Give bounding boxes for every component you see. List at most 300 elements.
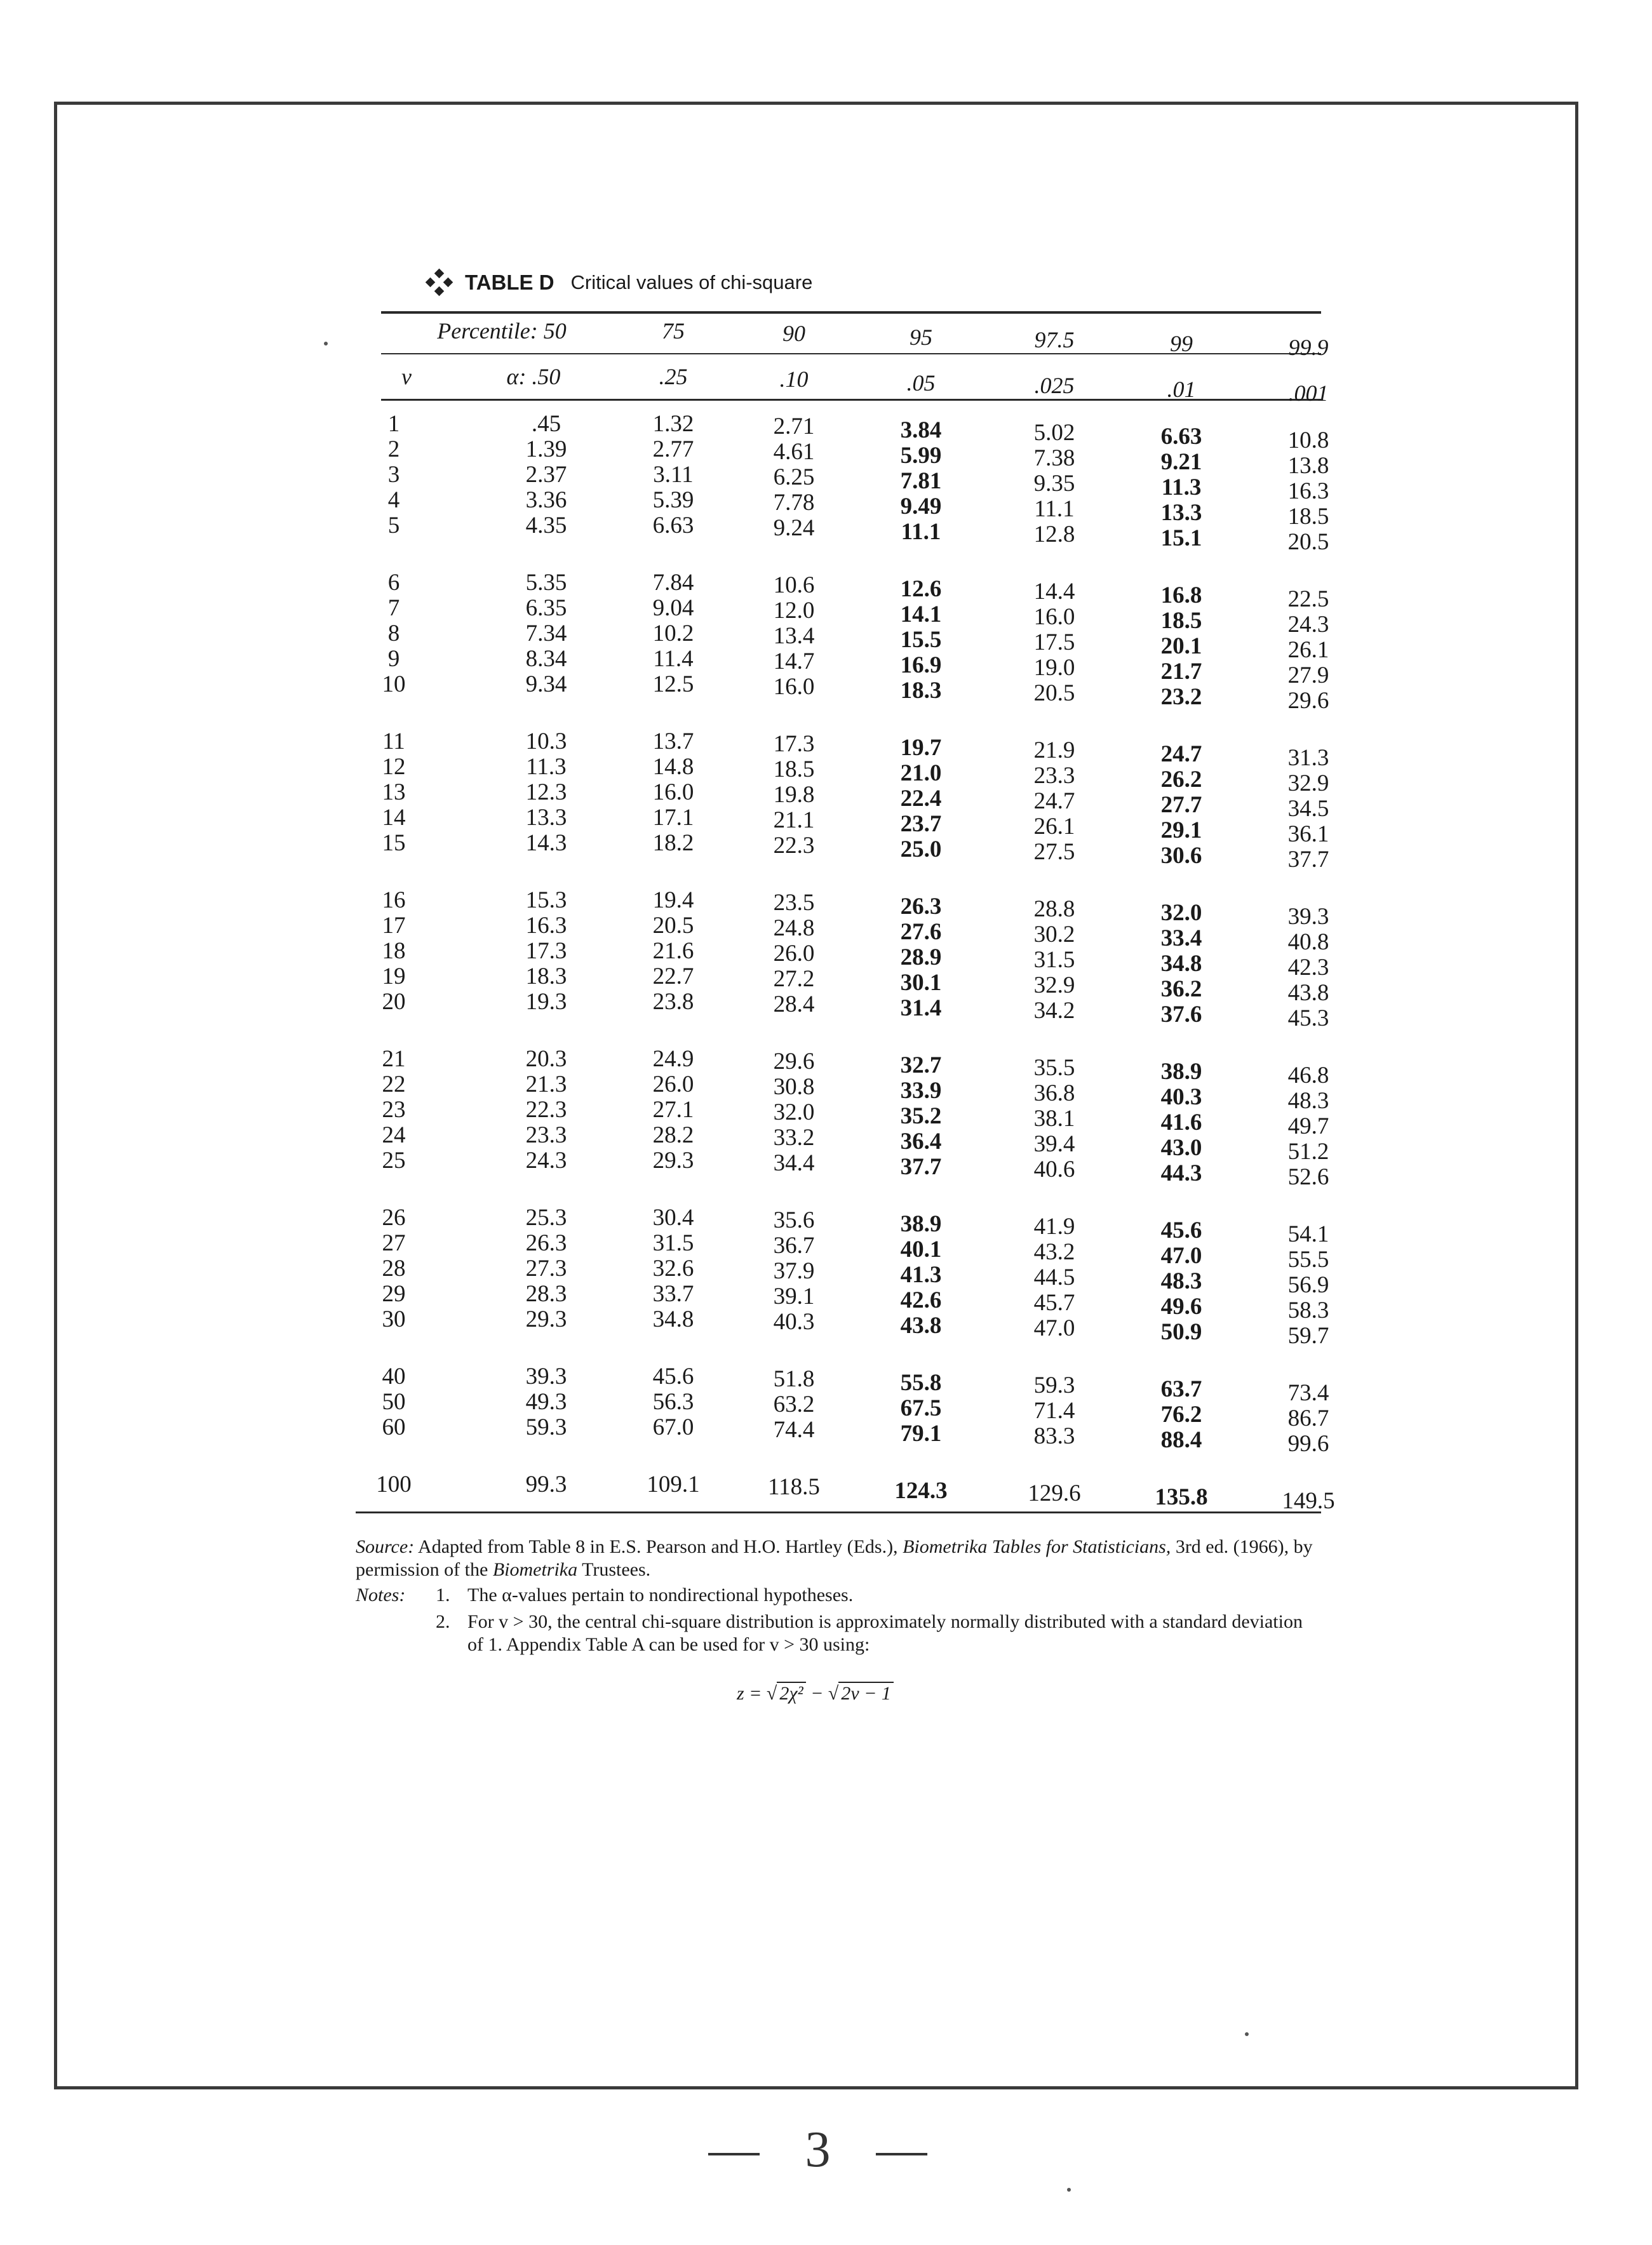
table-cell: 23.2 xyxy=(1160,684,1202,710)
table-cell: 55.8 xyxy=(900,1370,942,1396)
table-cell: 22.3 xyxy=(773,833,815,859)
table-cell: 29.6 xyxy=(773,1049,815,1075)
table-cell: 36.4 xyxy=(900,1129,942,1155)
note-text: The α-values pertain to nondirectional hypotheses. xyxy=(467,1585,854,1605)
table-cell: 11.4 xyxy=(653,646,694,672)
df-value: 12 xyxy=(382,754,406,780)
table-cell: 56.9 xyxy=(1287,1272,1329,1298)
table-cell: 24.7 xyxy=(1160,741,1202,767)
formula-lhs: z = xyxy=(737,1683,762,1704)
table-cell: 7.84 xyxy=(652,570,694,596)
scan-speck xyxy=(324,342,328,345)
table-cell: 74.4 xyxy=(773,1417,815,1443)
table-cell: 16.0 xyxy=(773,674,815,700)
alpha-header: .025 xyxy=(1034,373,1075,398)
table-cell: 17.1 xyxy=(652,805,694,831)
percentile-header: 75 xyxy=(662,318,685,344)
df-value: 10 xyxy=(382,671,406,697)
note-number: 2. xyxy=(436,1611,450,1632)
table-cell: 7.38 xyxy=(1033,445,1075,471)
table-cell: 39.3 xyxy=(1287,904,1329,930)
table-cell: 34.8 xyxy=(1160,951,1202,977)
table-cell: 6.25 xyxy=(773,464,815,490)
df-value: 19 xyxy=(382,963,406,989)
table-cell: 45.7 xyxy=(1033,1290,1075,1316)
table-cell: 26.1 xyxy=(1287,637,1329,663)
table-cell: 37.7 xyxy=(1287,847,1329,873)
table-cell: 13.7 xyxy=(652,728,694,754)
table-cell: 24.3 xyxy=(1287,612,1329,638)
table-cell: 43.8 xyxy=(900,1313,942,1339)
table-cell: 54.1 xyxy=(1287,1221,1329,1247)
table-cell: 34.5 xyxy=(1287,796,1329,822)
table-cell: 50.9 xyxy=(1160,1319,1202,1345)
table-cell: 14.4 xyxy=(1033,579,1075,605)
table-cell: 25.3 xyxy=(525,1205,567,1231)
table-label: TABLE D xyxy=(465,271,554,294)
table-cell: 12.8 xyxy=(1033,521,1075,547)
table-cell: 33.2 xyxy=(773,1125,815,1151)
v-label: v xyxy=(401,364,412,389)
table-cell: 29.3 xyxy=(525,1306,567,1332)
table-cell: 22.3 xyxy=(525,1097,567,1123)
table-cell: 44.3 xyxy=(1160,1160,1202,1186)
table-cell: 41.3 xyxy=(900,1262,942,1288)
table-cell: 11.1 xyxy=(1034,496,1075,522)
table-cell: 7.81 xyxy=(900,468,942,494)
table-cell: 86.7 xyxy=(1287,1405,1329,1431)
table-cell: 26.3 xyxy=(525,1230,567,1256)
table-cell: 23.3 xyxy=(1033,763,1075,789)
table-cell: 26.2 xyxy=(1160,767,1202,793)
table-cell: 5.39 xyxy=(652,487,694,513)
table-cell: 35.2 xyxy=(900,1103,942,1129)
alpha-header: .01 xyxy=(1167,377,1196,402)
table-cell: 42.3 xyxy=(1287,955,1329,981)
table-cell: 29.1 xyxy=(1160,817,1202,843)
table-cell: 24.8 xyxy=(773,915,815,941)
table-cell: 23.3 xyxy=(525,1122,567,1148)
df-value: 18 xyxy=(382,938,406,964)
note-number: 1. xyxy=(436,1585,450,1605)
table-cell: 18.5 xyxy=(1160,608,1202,634)
source-text-3: Trustees. xyxy=(582,1559,651,1580)
df-value: 20 xyxy=(382,989,406,1015)
df-value: 60 xyxy=(382,1414,406,1440)
table-cell: 9.34 xyxy=(525,671,567,697)
table-cell: 4.61 xyxy=(773,439,815,465)
table-cell: 21.3 xyxy=(525,1071,567,1097)
table-cell: 15.5 xyxy=(900,627,942,653)
table-cell: 27.3 xyxy=(525,1256,567,1282)
table-cell: 49.3 xyxy=(525,1389,567,1415)
diamond-ornament-icon xyxy=(426,269,453,297)
table-cell: 43.8 xyxy=(1287,980,1329,1006)
table-cell: 7.78 xyxy=(773,490,815,516)
table-cell: 26.3 xyxy=(900,894,942,920)
table-caption: Critical values of chi-square xyxy=(570,271,813,293)
table-cell: 27.9 xyxy=(1287,662,1329,688)
table-cell: 22.4 xyxy=(900,786,942,812)
table-cell: 83.3 xyxy=(1033,1423,1075,1449)
table-cell: 29.3 xyxy=(652,1148,694,1174)
table-cell: 71.4 xyxy=(1033,1398,1075,1424)
table-cell: 27.2 xyxy=(773,966,815,992)
table-cell: 20.1 xyxy=(1160,633,1202,659)
table-cell: 34.8 xyxy=(652,1306,694,1332)
table-cell: 45.3 xyxy=(1287,1005,1329,1031)
formula-term-2: 2v − 1 xyxy=(838,1682,894,1704)
df-value: 50 xyxy=(382,1389,406,1415)
table-cell: 27.1 xyxy=(652,1097,694,1123)
table-cell: 35.6 xyxy=(773,1207,815,1233)
table-cell: 11.1 xyxy=(901,519,941,545)
table-cell: 34.2 xyxy=(1033,998,1075,1024)
table-cell: 22.5 xyxy=(1287,586,1329,612)
table-cell: 29.6 xyxy=(1287,688,1329,714)
table-cell: 135.8 xyxy=(1155,1484,1208,1510)
table-cell: 40.6 xyxy=(1033,1156,1075,1183)
table-cell: 17.3 xyxy=(773,731,815,757)
table-cell: 30.1 xyxy=(900,970,942,996)
table-cell: .45 xyxy=(531,411,561,437)
table-cell: 124.3 xyxy=(894,1478,948,1504)
table-cell: 9.24 xyxy=(773,515,815,541)
table-cell: 39.3 xyxy=(525,1364,567,1390)
table-cell: 31.3 xyxy=(1287,745,1329,771)
table-cell: 49.6 xyxy=(1160,1294,1202,1320)
note-text: For v > 30, the central chi-square distribution is approximately normally distributed with a standard deviation of 1. Appendix Table A can be used for v > 30 using: xyxy=(467,1611,1303,1655)
table-cell: 42.6 xyxy=(900,1287,942,1313)
table-cell: 31.5 xyxy=(1033,947,1075,973)
df-value: 17 xyxy=(382,913,406,939)
source-text-1: Adapted from Table 8 in E.S. Pearson and H.O. Hartley (Eds.), xyxy=(418,1536,898,1557)
table-cell: 16.9 xyxy=(900,652,942,678)
table-cell: 19.8 xyxy=(773,782,815,808)
table-cell: 63.2 xyxy=(773,1391,815,1417)
table-cell: 12.5 xyxy=(652,671,694,697)
df-value: 26 xyxy=(382,1205,406,1231)
table-cell: 12.6 xyxy=(900,576,942,602)
table-cell: 14.3 xyxy=(525,830,567,856)
table-cell: 14.7 xyxy=(773,648,815,674)
table-cell: 2.71 xyxy=(773,413,815,439)
table-cell: 14.8 xyxy=(652,754,694,780)
table-cell: 18.2 xyxy=(652,830,694,856)
table-cell: 24.7 xyxy=(1033,788,1075,814)
table-cell: 99.3 xyxy=(525,1471,567,1498)
table-cell: 21.6 xyxy=(652,938,694,964)
formula-term-1: 2χ² xyxy=(777,1682,805,1704)
table-cell: 40.8 xyxy=(1287,929,1329,955)
df-value: 25 xyxy=(382,1148,406,1174)
z-formula: z = √ 2χ² − √ 2v − 1 xyxy=(737,1683,894,1705)
df-value: 13 xyxy=(382,779,406,805)
table-cell: 40.1 xyxy=(900,1236,942,1263)
table-cell: 5.99 xyxy=(900,443,942,469)
table-cell: 28.4 xyxy=(773,991,815,1017)
df-value: 100 xyxy=(376,1471,412,1498)
alpha-label: α: .50 xyxy=(506,364,561,389)
table-cell: 37.7 xyxy=(900,1154,942,1180)
table-cell: 39.1 xyxy=(773,1283,815,1310)
table-cell: 13.3 xyxy=(1160,500,1202,526)
table-cell: 37.6 xyxy=(1160,1002,1202,1028)
table-cell: 4.35 xyxy=(525,513,567,539)
table-cell: 19.0 xyxy=(1033,655,1075,681)
table-cell: 23.8 xyxy=(652,989,694,1015)
table-cell: 55.5 xyxy=(1287,1247,1329,1273)
table-cell: 13.4 xyxy=(773,623,815,649)
table-cell: 32.0 xyxy=(1160,900,1202,926)
table-cell: 63.7 xyxy=(1160,1376,1202,1402)
table-cell: 32.6 xyxy=(652,1256,694,1282)
table-cell: 12.3 xyxy=(525,779,567,805)
table-cell: 27.6 xyxy=(900,919,942,945)
table-cell: 46.8 xyxy=(1287,1062,1329,1089)
percentile-header: 97.5 xyxy=(1034,327,1075,352)
table-cell: 19.3 xyxy=(525,989,567,1015)
table-cell: 30.2 xyxy=(1033,921,1075,948)
table-cell: 28.2 xyxy=(652,1122,694,1148)
table-cell: 59.3 xyxy=(525,1414,567,1440)
table-cell: 18.3 xyxy=(525,963,567,989)
table-cell: 16.3 xyxy=(1287,478,1329,504)
table-cell: 52.6 xyxy=(1287,1164,1329,1190)
table-cell: 48.3 xyxy=(1287,1088,1329,1114)
table-cell: 3.84 xyxy=(900,417,942,443)
notes-label: Notes: xyxy=(356,1585,406,1605)
table-cell: 24.9 xyxy=(652,1046,694,1072)
table-cell: 5.02 xyxy=(1033,420,1075,446)
df-value: 5 xyxy=(387,513,400,539)
page-number: — 3 — xyxy=(708,2122,944,2178)
table-cell: 1.39 xyxy=(525,436,567,462)
table-cell: 2.77 xyxy=(652,436,694,462)
table-cell: 7.34 xyxy=(525,620,567,647)
table-cell: 36.2 xyxy=(1160,976,1202,1002)
table-cell: 19.4 xyxy=(652,887,694,913)
table-cell: 33.4 xyxy=(1160,925,1202,951)
table-cell: 18.3 xyxy=(900,678,942,704)
table-cell: 45.6 xyxy=(652,1364,694,1390)
table-cell: 13.8 xyxy=(1287,453,1329,479)
source-italic-2: Biometrika xyxy=(492,1559,578,1580)
df-value: 9 xyxy=(387,646,400,672)
df-value: 22 xyxy=(382,1071,406,1097)
scan-speck xyxy=(1067,2188,1071,2192)
table-cell: 11.3 xyxy=(1161,474,1202,500)
table-cell: 10.2 xyxy=(652,620,694,647)
df-value: 23 xyxy=(382,1097,406,1123)
table-cell: 33.7 xyxy=(652,1281,694,1307)
table-cell: 59.3 xyxy=(1033,1372,1075,1398)
df-value: 28 xyxy=(382,1256,406,1282)
table-cell: 99.6 xyxy=(1287,1431,1329,1457)
table-cell: 9.21 xyxy=(1160,449,1202,475)
table-cell: 51.8 xyxy=(773,1366,815,1392)
table-cell: 20.5 xyxy=(1033,680,1075,706)
df-value: 24 xyxy=(382,1122,406,1148)
alpha-header: .001 xyxy=(1288,380,1329,406)
table-cell: 30.8 xyxy=(773,1074,815,1100)
table-cell: 49.7 xyxy=(1287,1113,1329,1139)
table-cell: 15.3 xyxy=(525,887,567,913)
df-value: 15 xyxy=(382,830,406,856)
alpha-header: .25 xyxy=(659,364,688,389)
table-cell: 20.5 xyxy=(652,913,694,939)
table-cell: 6.63 xyxy=(1160,424,1202,450)
table-title xyxy=(426,260,812,305)
table-cell: 109.1 xyxy=(647,1471,700,1498)
table-cell: 31.5 xyxy=(652,1230,694,1256)
df-value: 7 xyxy=(387,595,400,621)
table-cell: 27.5 xyxy=(1033,839,1075,865)
scan-speck xyxy=(1245,2032,1249,2036)
table-cell: 39.4 xyxy=(1033,1131,1075,1157)
table-cell: 9.35 xyxy=(1033,471,1075,497)
source-note xyxy=(356,1536,1321,1581)
table-cell: 6.63 xyxy=(652,513,694,539)
table-cell: 40.3 xyxy=(773,1309,815,1335)
table-cell: 38.9 xyxy=(1160,1059,1202,1085)
percentile-header: 99.9 xyxy=(1288,335,1329,360)
table-cell: 10.8 xyxy=(1287,427,1329,453)
df-value: 14 xyxy=(382,805,406,831)
table-cell: 26.0 xyxy=(652,1071,694,1097)
table-cell: 36.1 xyxy=(1287,821,1329,847)
table-cell: 23.7 xyxy=(900,811,942,837)
df-value: 21 xyxy=(382,1046,406,1072)
table-cell: 38.9 xyxy=(900,1211,942,1237)
table-cell: 6.35 xyxy=(525,595,567,621)
table-cell: 16.3 xyxy=(525,913,567,939)
table-cell: 1.32 xyxy=(652,411,694,437)
table-cell: 31.4 xyxy=(900,995,942,1021)
table-cell: 79.1 xyxy=(900,1421,942,1447)
table-cell: 56.3 xyxy=(652,1389,694,1415)
table-cell: 129.6 xyxy=(1028,1480,1081,1506)
table-cell: 30.6 xyxy=(1160,843,1202,869)
table-cell: 59.7 xyxy=(1287,1323,1329,1349)
top-rule xyxy=(381,311,1321,314)
table-cell: 16.0 xyxy=(1033,604,1075,630)
bottom-rule xyxy=(356,1511,1321,1513)
table-cell: 43.2 xyxy=(1033,1239,1075,1265)
df-value: 3 xyxy=(387,462,400,488)
note-item xyxy=(436,1611,1319,1656)
table-cell: 28.3 xyxy=(525,1281,567,1307)
table-cell: 5.35 xyxy=(525,570,567,596)
table-cell: 45.6 xyxy=(1160,1217,1202,1243)
percentile-header: 99 xyxy=(1170,331,1193,356)
table-cell: 43.0 xyxy=(1160,1135,1202,1161)
table-cell: 8.34 xyxy=(525,646,567,672)
table-cell: 18.5 xyxy=(773,756,815,782)
table-cell: 44.5 xyxy=(1033,1264,1075,1290)
df-value: 8 xyxy=(387,620,400,647)
df-value: 40 xyxy=(382,1364,406,1390)
table-cell: 40.3 xyxy=(1160,1084,1202,1110)
table-cell: 20.3 xyxy=(525,1046,567,1072)
formula-minus: − xyxy=(810,1683,824,1704)
table-cell: 58.3 xyxy=(1287,1297,1329,1324)
table-cell: 33.9 xyxy=(900,1078,942,1104)
table-cell: 18.5 xyxy=(1287,504,1329,530)
df-value: 6 xyxy=(387,570,400,596)
table-cell: 76.2 xyxy=(1160,1402,1202,1428)
table-cell: 24.3 xyxy=(525,1148,567,1174)
table-cell: 14.1 xyxy=(900,601,942,627)
table-cell: 11.3 xyxy=(526,754,567,780)
table-cell: 30.4 xyxy=(652,1205,694,1231)
table-cell: 16.8 xyxy=(1160,582,1202,608)
table-cell: 32.7 xyxy=(900,1052,942,1078)
df-value: 29 xyxy=(382,1281,406,1307)
table-cell: 9.04 xyxy=(652,595,694,621)
df-value: 30 xyxy=(382,1306,406,1332)
alpha-header: .10 xyxy=(779,366,809,392)
table-cell: 27.7 xyxy=(1160,792,1202,818)
table-cell: 21.7 xyxy=(1160,659,1202,685)
table-cell: 41.9 xyxy=(1033,1214,1075,1240)
table-cell: 16.0 xyxy=(652,779,694,805)
notes xyxy=(356,1584,1321,1656)
table-cell: 28.8 xyxy=(1033,896,1075,922)
table-cell: 17.3 xyxy=(525,938,567,964)
table-cell: 28.9 xyxy=(900,944,942,970)
table-cell: 32.0 xyxy=(773,1099,815,1125)
table-cell: 21.1 xyxy=(773,807,815,833)
table-cell: 15.1 xyxy=(1160,525,1202,551)
percentile-label: Percentile: 50 xyxy=(437,318,567,344)
table-cell: 21.0 xyxy=(900,760,942,786)
table-cell: 25.0 xyxy=(900,836,942,862)
table-cell: 17.5 xyxy=(1033,629,1075,655)
df-value: 2 xyxy=(387,436,400,462)
table-cell: 118.5 xyxy=(768,1474,820,1500)
table-cell: 73.4 xyxy=(1287,1380,1329,1406)
table-cell: 23.5 xyxy=(773,890,815,916)
table-cell: 19.7 xyxy=(900,735,942,761)
table-cell: 88.4 xyxy=(1160,1427,1202,1453)
table-cell: 51.2 xyxy=(1287,1139,1329,1165)
table-cell: 10.3 xyxy=(525,728,567,754)
df-value: 27 xyxy=(382,1230,406,1256)
table-cell: 149.5 xyxy=(1282,1488,1335,1514)
table-cell: 32.9 xyxy=(1033,972,1075,998)
table-cell: 36.7 xyxy=(773,1233,815,1259)
table-cell: 48.3 xyxy=(1160,1268,1202,1294)
table-cell: 3.36 xyxy=(525,487,567,513)
alpha-header: .05 xyxy=(906,370,936,396)
table-cell: 35.5 xyxy=(1033,1055,1075,1081)
table-cell: 34.4 xyxy=(773,1150,815,1176)
df-value: 16 xyxy=(382,887,406,913)
table-cell: 36.8 xyxy=(1033,1080,1075,1106)
table-cell: 41.6 xyxy=(1160,1109,1202,1136)
table-cell: 32.9 xyxy=(1287,770,1329,796)
source-label: Source: xyxy=(356,1536,415,1557)
note-item xyxy=(436,1584,1319,1607)
df-value: 4 xyxy=(387,487,400,513)
df-value: 11 xyxy=(382,728,405,754)
table-cell: 2.37 xyxy=(525,462,567,488)
table-cell: 22.7 xyxy=(652,963,694,989)
source-text-2: 3rd ed. (1966), by permission of the xyxy=(356,1536,1313,1580)
table-cell: 38.1 xyxy=(1033,1106,1075,1132)
table-cell: 26.0 xyxy=(773,941,815,967)
